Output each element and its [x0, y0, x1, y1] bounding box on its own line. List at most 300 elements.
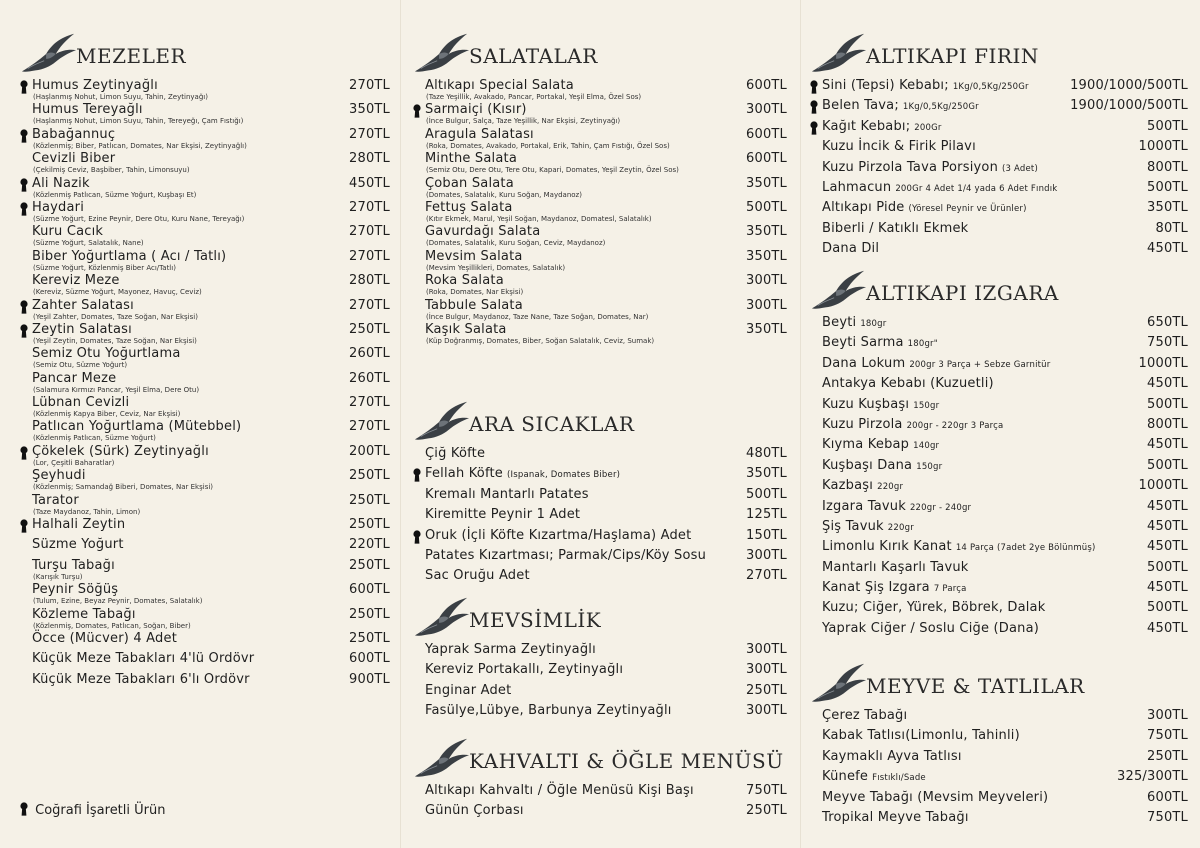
menu-item: [20, 102, 390, 126]
menu-item: [810, 769, 1188, 789]
section-ara-sicaklar: [413, 398, 787, 589]
menu-item-name-text: Minthe Salata: [425, 151, 517, 167]
menu-item-row: [32, 395, 390, 410]
swallow-bird-icon: [810, 662, 868, 706]
menu-item-name: [425, 662, 623, 677]
menu-item: [810, 78, 1188, 98]
menu-item-row: [425, 568, 787, 583]
menu-item-name: [822, 621, 1039, 636]
menu-item-row: [822, 437, 1188, 454]
menu-item-name-text: Kremalı Mantarlı Patates: [425, 486, 589, 502]
menu-item-name: [425, 528, 691, 543]
menu-item-description: (Süzme Yoğurt, Ezine Peynir, Dere Otu, Kuru Nane, Tereyağı): [33, 214, 245, 223]
menu-item-name: [425, 298, 523, 313]
menu-item-price: 500TL: [1147, 118, 1188, 134]
menu-item-price: 300TL: [746, 547, 787, 563]
menu-item-row: [425, 783, 787, 798]
menu-item: [413, 322, 787, 346]
menu-item-description: (Roka, Domates, Avakado, Portakal, Erik, Tahin, Çam Fıstığı, Özel Sos): [426, 141, 670, 150]
section-header: [20, 30, 390, 78]
menu-item-name: [32, 395, 129, 410]
menu-item-name: [425, 249, 523, 264]
keyhole-icon: [413, 468, 421, 482]
menu-item: [810, 335, 1188, 355]
menu-item-description: (Küp Doğranmış, Domates, Biber, Soğan Salatalık, Ceviz, Sumak): [426, 336, 655, 345]
menu-item-row: [32, 493, 390, 508]
menu-item-price: 270TL: [349, 297, 390, 313]
section-title: KAHVALTI & ÖĞLE MENÜSÜ: [469, 749, 784, 773]
menu-item-name-text: Altıkapı Kahvaltı / Öğle Menüsü Kişi Başı: [425, 783, 694, 798]
menu-item-row: [425, 548, 787, 563]
menu-item-name-text: Kiremitte Peynir 1 Adet: [425, 507, 581, 523]
menu-item: [413, 528, 787, 548]
menu-item: [413, 446, 787, 466]
menu-item-name-text: Cevizli Biber: [32, 151, 116, 167]
menu-item-description: (Közlenmiş Kapya Biber, Ceviz, Nar Ekşisi): [33, 410, 181, 419]
menu-item-description: (Roka, Domates, Nar Ekşisi): [426, 288, 524, 297]
menu-item: [413, 487, 787, 507]
section-header: [413, 398, 787, 446]
menu-item-row: [32, 582, 390, 597]
menu-item: [413, 568, 787, 588]
menu-item-name-text: Kaymaklı Ayva Tatlısı: [822, 748, 962, 764]
menu-item-row: [822, 708, 1188, 723]
section-header: [413, 594, 787, 642]
menu-item-name: [425, 127, 534, 142]
menu-item: [20, 200, 390, 224]
menu-item-row: [822, 417, 1188, 434]
geo-legend: [20, 800, 165, 818]
menu-item-name: [822, 315, 886, 332]
menu-item-row: [822, 78, 1188, 95]
menu-item-name: [822, 749, 962, 764]
menu-item-price: 350TL: [349, 102, 390, 118]
menu-item-row: [425, 273, 787, 288]
menu-item-name: [822, 356, 1050, 373]
menu-item-name-text: Pancar Meze: [32, 370, 117, 386]
swallow-bird-icon: [413, 32, 471, 76]
menu-item-description: (Süzme Yoğurt, Salatalık, Nane): [33, 239, 144, 248]
menu-item-name: [822, 790, 1048, 805]
menu-item-price: 500TL: [746, 486, 787, 502]
menu-item-name: [32, 537, 124, 552]
menu-item-row: [425, 151, 787, 166]
menu-item-price: 250TL: [349, 630, 390, 646]
menu-item-name-text: Dana Lokum: [822, 355, 906, 371]
menu-item: [413, 298, 787, 322]
menu-item-name-text: Beyti: [822, 315, 857, 330]
menu-item-name-text: Humus Tereyağlı: [32, 102, 143, 118]
menu-item-row: [822, 180, 1188, 197]
menu-item-name-text: Dana Dil: [822, 241, 880, 257]
menu-item-price: 300TL: [746, 297, 787, 313]
menu-item-description: (Közlenmiş; Samandağ Biberi, Domates, Nar Ekşisi): [33, 483, 214, 492]
menu-item: [413, 642, 787, 662]
menu-item-name-text: Kereviz Meze: [32, 273, 120, 289]
menu-item: [20, 468, 390, 492]
menu-item-description: (Tulum, Ezine, Beyaz Peynir, Domates, Salatalık): [33, 597, 203, 606]
menu-item-name-text: Tropikal Meyve Tabağı: [822, 809, 969, 825]
menu-item-note: 140gr: [913, 441, 940, 452]
menu-item-name-text: Patates Kızartması; Parmak/Cips/Köy Sosu: [425, 547, 707, 563]
menu-item: [810, 417, 1188, 437]
menu-item-name: [425, 151, 517, 166]
menu-item: [20, 371, 390, 395]
menu-item-row: [425, 322, 787, 337]
menu-item-name-text: Biber Yoğurtlama ( Acı / Tatlı): [32, 248, 227, 264]
menu-item-row: [32, 419, 390, 434]
menu-item-name-text: Kağıt Kebabı;: [822, 118, 911, 134]
menu-item: [413, 176, 787, 200]
menu-item-description: (Salamura Kırmızı Pancar, Yeşil Elma, Dere Otu): [33, 385, 200, 394]
menu-item: [810, 519, 1188, 539]
menu-item-price: 260TL: [349, 370, 390, 386]
menu-item-price: 270TL: [349, 78, 390, 93]
menu-item-name: [32, 607, 136, 622]
menu-item: [810, 580, 1188, 600]
menu-item: [810, 600, 1188, 620]
menu-item-price: 750TL: [1147, 335, 1188, 351]
menu-item: [20, 273, 390, 297]
menu-item-name: [822, 708, 907, 723]
menu-item: [413, 127, 787, 151]
menu-item-name-text: Kaşık Salata: [425, 321, 507, 337]
menu-item: [810, 749, 1188, 769]
menu-item-name-text: Halhali Zeytin: [32, 517, 126, 533]
menu-item-description: (Kereviz, Süzme Yoğurt, Mayonez, Havuç, Ceviz): [33, 288, 202, 297]
menu-item-name: [425, 803, 524, 818]
menu-item-name-text: Kanat Şiş Izgara: [822, 580, 930, 596]
menu-item-description: (Karışık Turşu): [33, 572, 83, 581]
menu-item-row: [822, 335, 1188, 352]
menu-item: [810, 160, 1188, 180]
menu-item-name: [32, 102, 143, 117]
menu-item: [810, 728, 1188, 748]
section-header: [810, 267, 1188, 315]
menu-item-name-text: Günün Çorbası: [425, 803, 524, 819]
menu-item: [413, 507, 787, 527]
menu-item-name: [425, 322, 507, 337]
menu-item-note: 200gr 3 Parça + Sebze Garnitür: [909, 359, 1051, 370]
menu-item-name-text: Kabak Tatlısı(Limonlu, Tahinli): [822, 728, 1020, 744]
menu-item-name-text: Antakya Kebabı (Kuzuetli): [822, 376, 994, 392]
menu-item-price: 270TL: [349, 419, 390, 435]
menu-item: [810, 458, 1188, 478]
menu-item: [20, 537, 390, 557]
menu-item-price: 480TL: [746, 446, 787, 461]
menu-item-row: [32, 371, 390, 386]
menu-item-row: [822, 810, 1188, 825]
keyhole-icon: [810, 100, 818, 114]
menu-item: [20, 224, 390, 248]
menu-item-name: [32, 558, 115, 573]
menu-item-row: [822, 315, 1188, 332]
menu-item-name: [822, 769, 926, 786]
menu-item-price: 350TL: [746, 466, 787, 482]
menu-item-price: 250TL: [349, 557, 390, 573]
menu-item-description: (Domates, Salatalık, Kuru Soğan, Maydanoz): [426, 190, 582, 199]
menu-item-name: [425, 466, 620, 483]
section-title: SALATALAR: [469, 44, 598, 68]
menu-item: [20, 444, 390, 468]
section-meyve-tatlilar: [810, 660, 1188, 830]
menu-item: [413, 273, 787, 297]
menu-item: [20, 176, 390, 200]
menu-item-name: [425, 224, 540, 239]
menu-item-price: 260TL: [349, 346, 390, 362]
menu-item-price: 325/300TL: [1117, 769, 1188, 785]
menu-item-name: [822, 98, 979, 115]
menu-item-name-text: Çerez Tabağı: [822, 708, 908, 723]
menu-item-price: 270TL: [349, 126, 390, 142]
menu-item-description: (Közlenmiş Patlıcan, Süzme Yoğurt): [33, 434, 156, 443]
menu-item: [413, 683, 787, 703]
menu-item: [413, 249, 787, 273]
menu-item-name: [822, 139, 976, 154]
section-title: MEZELER: [76, 44, 187, 68]
menu-item: [810, 180, 1188, 200]
menu-item: [20, 672, 390, 692]
menu-item-row: [822, 98, 1188, 115]
menu-item-row: [32, 102, 390, 117]
menu-item-description: (Semiz Otu, Süzme Yoğurt): [33, 361, 128, 370]
menu-item-row: [425, 642, 787, 657]
menu-item-name-text: Tabbule Salata: [425, 297, 523, 313]
menu-item-name-text: Enginar Adet: [425, 682, 512, 698]
keyhole-icon: [810, 80, 818, 94]
menu-item-name: [822, 539, 1096, 556]
section-altikapi-firin: [810, 30, 1188, 262]
menu-item-name: [822, 180, 1057, 197]
menu-item: [810, 356, 1188, 376]
menu-item-name-text: Şeyhudi: [32, 468, 86, 484]
menu-item-row: [425, 224, 787, 239]
menu-item-name: [425, 78, 574, 93]
menu-item: [20, 249, 390, 273]
menu-item: [20, 582, 390, 606]
menu-item-row: [822, 376, 1188, 391]
menu-item-name: [425, 642, 596, 657]
menu-item-price: 250TL: [349, 517, 390, 533]
swallow-bird-icon: [413, 400, 471, 444]
menu-item-name: [32, 273, 120, 288]
menu-item-description: (İnce Bulgur, Salça, Taze Yeşillik, Nar Ekşisi, Zeytinyağı): [426, 117, 621, 126]
menu-item-price: 250TL: [349, 492, 390, 508]
menu-item-name: [822, 397, 939, 414]
menu-item-price: 450TL: [1147, 518, 1188, 534]
menu-item-note: (3 Adet): [1002, 163, 1038, 174]
keyhole-icon: [20, 324, 28, 338]
menu-item-name: [822, 519, 914, 536]
menu-item-row: [32, 151, 390, 166]
menu-item-name: [32, 151, 115, 166]
menu-item: [20, 631, 390, 651]
menu-item-name-text: Kuzu Kuşbaşı: [822, 396, 910, 412]
menu-item-description: (Domates, Salatalık, Kuru Soğan, Ceviz, Maydanoz): [426, 239, 606, 248]
menu-item-price: 270TL: [349, 248, 390, 264]
menu-item: [810, 397, 1188, 417]
menu-item-name-text: Kuzu Pirzola: [822, 416, 903, 432]
menu-item-price: 450TL: [1147, 376, 1188, 392]
menu-item-row: [425, 487, 787, 502]
menu-item-price: 270TL: [349, 395, 390, 411]
menu-item-name: [32, 78, 158, 93]
menu-item-name-text: Çökelek (Sürk) Zeytinyağlı: [32, 443, 209, 459]
menu-item-name-text: Altıkapı Pide: [822, 200, 905, 216]
menu-item-description: (Haşlanmış Nohut, Limon Suyu, Tahin, Tereyeğı, Çam Fıstığı): [33, 117, 244, 126]
keyhole-icon: [20, 178, 28, 192]
menu-item-price: 450TL: [1147, 241, 1188, 257]
menu-item-row: [32, 322, 390, 337]
menu-item-description: (Çekilmiş Ceviz, Başbiber, Tahin, Limonsuyu): [33, 166, 190, 175]
menu-item-row: [425, 683, 787, 698]
menu-item: [413, 803, 787, 823]
menu-item: [20, 151, 390, 175]
menu-item: [810, 560, 1188, 580]
menu-item-row: [32, 298, 390, 313]
menu-item: [810, 241, 1188, 261]
menu-item-price: 450TL: [1147, 539, 1188, 555]
menu-item: [20, 346, 390, 370]
menu-item-name-text: Humus Zeytinyağlı: [32, 78, 158, 93]
menu-item: [20, 517, 390, 537]
menu-item-row: [822, 728, 1188, 743]
menu-item-name-text: Mevsim Salata: [425, 248, 523, 264]
keyhole-icon: [20, 446, 28, 460]
menu-item-row: [822, 560, 1188, 575]
menu-item-name: [32, 493, 79, 508]
menu-item-price: 750TL: [1147, 809, 1188, 825]
keyhole-icon: [20, 202, 28, 216]
menu-item-name-text: Küçük Meze Tabakları 6'lı Ordövr: [32, 671, 250, 687]
menu-item: [413, 662, 787, 682]
menu-item-price: 900TL: [349, 671, 390, 687]
swallow-bird-icon: [810, 269, 868, 313]
menu-item-row: [32, 176, 390, 191]
menu-item-price: 350TL: [746, 321, 787, 337]
menu-item-name-text: Kereviz Portakallı, Zeytinyağlı: [425, 662, 624, 678]
menu-item-price: 450TL: [349, 175, 390, 191]
menu-item-name-text: Meyve Tabağı (Mevsim Meyveleri): [822, 789, 1049, 805]
menu-item-name: [822, 580, 967, 597]
menu-item-row: [425, 78, 787, 93]
menu-item-name-text: Süzme Yoğurt: [32, 537, 124, 553]
menu-item: [810, 708, 1188, 728]
menu-item-row: [32, 200, 390, 215]
menu-item-name: [425, 487, 589, 502]
menu-item-price: 1000TL: [1138, 139, 1188, 155]
menu-item-name: [32, 371, 116, 386]
menu-item-row: [425, 803, 787, 818]
menu-item: [810, 119, 1188, 139]
menu-item-row: [822, 200, 1188, 217]
menu-item-name-text: Kuru Cacık: [32, 224, 104, 240]
menu-item-row: [425, 662, 787, 677]
menu-item-name: [822, 437, 939, 454]
menu-item-note: 1Kg/0,5Kg/250Gr: [952, 82, 1029, 92]
menu-item-description: (Yeşil Zeytin, Domates, Taze Soğan, Nar Ekşisi): [33, 336, 197, 345]
menu-item-price: 500TL: [1147, 457, 1188, 473]
menu-item-row: [425, 466, 787, 483]
menu-item-price: 200TL: [349, 443, 390, 459]
menu-item-price: 280TL: [349, 273, 390, 289]
menu-item: [20, 651, 390, 671]
menu-item-name: [822, 78, 1029, 95]
keyhole-icon: [20, 519, 28, 533]
menu-item-row: [425, 703, 787, 718]
menu-item-price: 1000TL: [1138, 478, 1188, 494]
menu-item: [413, 224, 787, 248]
menu-item-name-text: Şiş Tavuk: [822, 518, 884, 534]
keyhole-icon: [20, 300, 28, 314]
menu-item-description: (Yeşil Zahter, Domates, Taze Soğan, Nar Ekşisi): [33, 312, 198, 321]
menu-item-row: [32, 127, 390, 142]
menu-item: [810, 499, 1188, 519]
menu-item-name-text: Peynir Söğüş: [32, 582, 119, 598]
geo-legend-label: Coğrafi İşaretli Ürün: [35, 803, 166, 818]
menu-item-name: [822, 728, 1020, 743]
menu-item-name-text: Gavurdağı Salata: [425, 224, 541, 240]
menu-item-row: [822, 790, 1188, 805]
menu-item-price: 250TL: [349, 606, 390, 622]
section-header: [413, 735, 787, 783]
menu-item-note: 220gr: [877, 482, 904, 493]
menu-item-row: [425, 200, 787, 215]
menu-item-description: (Mevsim Yeşillikleri, Domates, Salatalık): [426, 263, 566, 272]
menu-item-price: 350TL: [746, 224, 787, 240]
menu-item-name-text: Aragula Salatası: [425, 126, 534, 142]
section-kahvalti: [413, 735, 787, 824]
menu-item-row: [32, 537, 390, 552]
menu-item-name: [425, 102, 527, 117]
menu-item-note: 180gr": [907, 339, 938, 350]
menu-item: [413, 548, 787, 568]
menu-item: [810, 539, 1188, 559]
menu-item-row: [822, 519, 1188, 536]
menu-item-price: 800TL: [1147, 159, 1188, 175]
menu-item: [810, 98, 1188, 118]
menu-item-name-text: Limonlu Kırık Kanat: [822, 539, 952, 555]
menu-item-name: [822, 417, 1003, 434]
menu-item-name: [425, 568, 530, 583]
menu-item-name: [822, 119, 942, 136]
menu-item-name: [32, 200, 84, 215]
menu-item-price: 300TL: [746, 662, 787, 678]
menu-item-name: [32, 651, 254, 666]
section-salatalar: [413, 30, 787, 346]
menu-item-row: [425, 176, 787, 191]
menu-item-row: [32, 468, 390, 483]
menu-item-name-text: Kuzu İncik & Firik Pilavı: [822, 139, 976, 155]
menu-item-name: [425, 507, 580, 522]
menu-item: [20, 322, 390, 346]
menu-item-row: [32, 346, 390, 361]
menu-item-name-text: Babağannuç: [32, 126, 116, 142]
menu-item-name: [32, 176, 90, 191]
section-title: ALTIKAPI IZGARA: [866, 281, 1059, 305]
section-mevsimlik: [413, 594, 787, 724]
menu-item-price: 300TL: [746, 642, 787, 657]
menu-item-description: (Semiz Otu, Dere Otu, Tere Otu, Kapari, Domates, Yeşil Zeytin, Özel Sos): [426, 166, 679, 175]
menu-item-row: [425, 528, 787, 543]
menu-item-price: 600TL: [746, 78, 787, 93]
menu-item: [413, 466, 787, 486]
menu-item: [810, 221, 1188, 241]
menu-item-price: 270TL: [746, 568, 787, 584]
menu-item-name-text: Patlıcan Yoğurtlama (Mütebbel): [32, 419, 242, 435]
menu-item-name-text: Kuzu; Ciğer, Yürek, Böbrek, Dalak: [822, 600, 1046, 616]
menu-item-price: 280TL: [349, 151, 390, 167]
